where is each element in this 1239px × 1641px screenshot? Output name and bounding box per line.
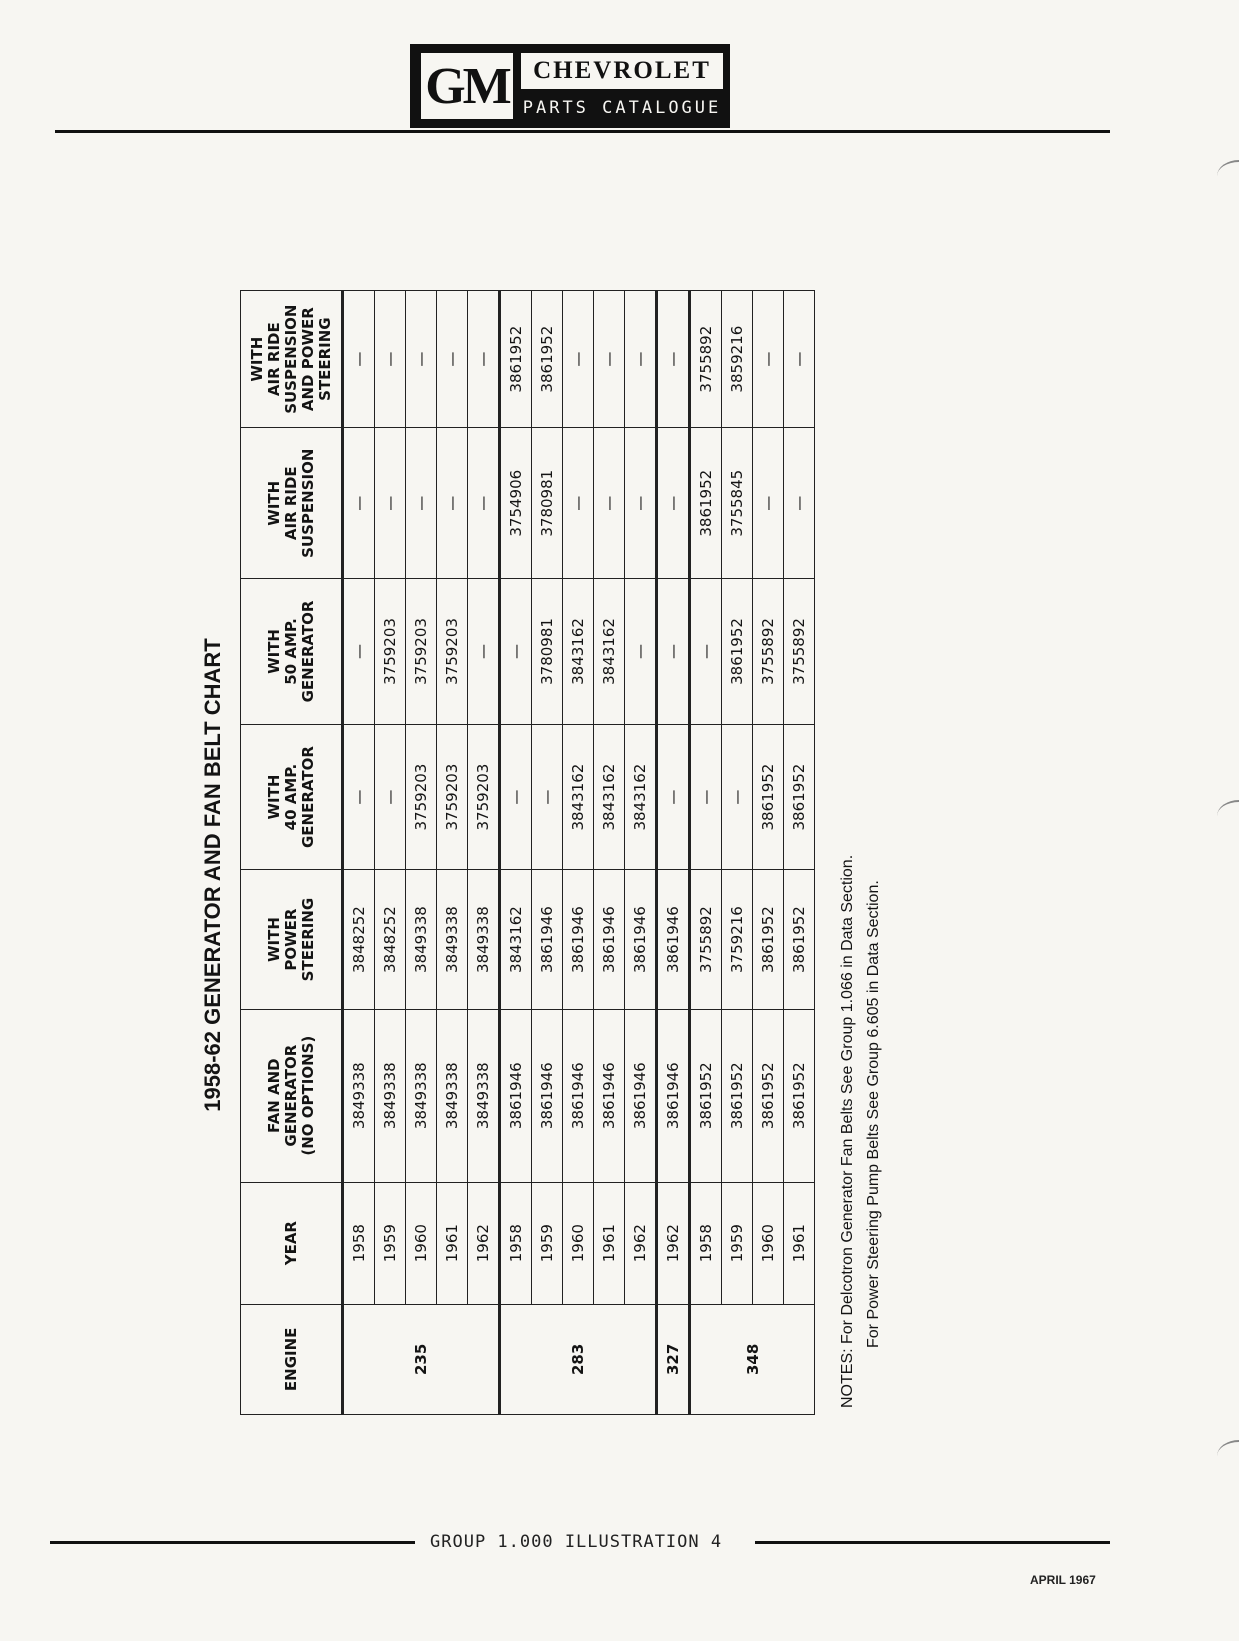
footer-rule-left bbox=[50, 1541, 415, 1544]
part-number-cell: 3861952 bbox=[690, 1009, 722, 1182]
part-number-cell: — bbox=[690, 724, 722, 870]
part-number-cell: 3843162 bbox=[563, 724, 594, 870]
part-number-cell: — bbox=[406, 428, 437, 579]
part-number-cell: — bbox=[468, 291, 500, 428]
notes-block bbox=[835, 855, 887, 1408]
part-number-cell: 3849338 bbox=[406, 1009, 437, 1182]
table-row bbox=[406, 291, 437, 1415]
part-number-cell: 3861952 bbox=[532, 291, 563, 428]
part-number-cell: — bbox=[625, 579, 657, 725]
brand-name: CHEVROLET bbox=[521, 53, 723, 89]
part-number-cell: 3848252 bbox=[375, 870, 406, 1009]
part-number-cell: 3861952 bbox=[753, 1009, 784, 1182]
catalogue-label: PARTS CATALOGUE bbox=[522, 98, 722, 118]
part-number-cell: 3759203 bbox=[375, 579, 406, 725]
part-number-cell: 3861952 bbox=[784, 724, 815, 870]
rotated-chart-area bbox=[200, 290, 920, 1460]
part-number-cell: 3755892 bbox=[753, 579, 784, 725]
footer-date: APRIL 1967 bbox=[1030, 1573, 1096, 1587]
year-cell: 1958 bbox=[690, 1182, 722, 1304]
part-number-cell: 3861952 bbox=[500, 291, 532, 428]
part-number-cell: 3861946 bbox=[625, 1009, 657, 1182]
table-header-row bbox=[241, 291, 343, 1415]
gm-chevrolet-logo bbox=[410, 44, 730, 128]
table-row bbox=[657, 291, 690, 1415]
part-number-cell: 3861952 bbox=[753, 870, 784, 1009]
part-number-cell: — bbox=[437, 428, 468, 579]
note-power-steering: For Power Steering Pump Belts See Group 6.605 in Data Section. bbox=[865, 880, 882, 1348]
part-number-cell: 3755845 bbox=[722, 428, 753, 579]
part-number-cell: — bbox=[784, 428, 815, 579]
part-number-cell: 3849338 bbox=[437, 870, 468, 1009]
gm-logo-mark: GM bbox=[421, 53, 513, 119]
column-header: WITH POWER STEERING bbox=[241, 870, 343, 1009]
part-number-cell: 3861952 bbox=[784, 870, 815, 1009]
year-cell: 1962 bbox=[468, 1182, 500, 1304]
part-number-cell: 3859216 bbox=[722, 291, 753, 428]
year-cell: 1962 bbox=[625, 1182, 657, 1304]
part-number-cell: — bbox=[500, 579, 532, 725]
year-cell: 1960 bbox=[753, 1182, 784, 1304]
part-number-cell: 3861946 bbox=[657, 1009, 690, 1182]
part-number-cell: 3849338 bbox=[437, 1009, 468, 1182]
part-number-cell: — bbox=[753, 428, 784, 579]
part-number-cell: — bbox=[594, 291, 625, 428]
part-number-cell: 3849338 bbox=[406, 870, 437, 1009]
part-number-cell: — bbox=[343, 291, 375, 428]
part-number-cell: 3861946 bbox=[563, 870, 594, 1009]
year-cell: 1961 bbox=[594, 1182, 625, 1304]
year-cell: 1958 bbox=[343, 1182, 375, 1304]
part-number-cell: — bbox=[406, 291, 437, 428]
table-row bbox=[690, 291, 722, 1415]
part-number-cell: 3759203 bbox=[406, 579, 437, 725]
column-header: YEAR bbox=[241, 1182, 343, 1304]
binder-hole-mark bbox=[1217, 1440, 1239, 1472]
part-number-cell: 3843162 bbox=[594, 579, 625, 725]
footer-group-label: GROUP 1.000 ILLUSTRATION 4 bbox=[430, 1532, 723, 1552]
column-header: WITH AIR RIDE SUSPENSION bbox=[241, 428, 343, 579]
engine-cell: 348 bbox=[690, 1304, 815, 1414]
year-cell: 1960 bbox=[563, 1182, 594, 1304]
part-number-cell: — bbox=[563, 428, 594, 579]
table-row bbox=[468, 291, 500, 1415]
belt-chart-table bbox=[240, 290, 815, 1415]
part-number-cell: 3755892 bbox=[784, 579, 815, 725]
year-cell: 1961 bbox=[784, 1182, 815, 1304]
part-number-cell: — bbox=[375, 291, 406, 428]
part-number-cell: 3780981 bbox=[532, 579, 563, 725]
part-number-cell: — bbox=[343, 724, 375, 870]
part-number-cell: — bbox=[594, 428, 625, 579]
column-header: FAN AND GENERATOR (NO OPTIONS) bbox=[241, 1009, 343, 1182]
year-cell: 1958 bbox=[500, 1182, 532, 1304]
part-number-cell: — bbox=[375, 724, 406, 870]
part-number-cell: — bbox=[343, 579, 375, 725]
part-number-cell: — bbox=[375, 428, 406, 579]
engine-cell: 283 bbox=[500, 1304, 657, 1414]
part-number-cell: 3849338 bbox=[343, 1009, 375, 1182]
table-row bbox=[532, 291, 563, 1415]
note-delcotron: NOTES: For Delcotron Generator Fan Belts See Group 1.066 in Data Section. bbox=[839, 854, 856, 1408]
year-cell: 1961 bbox=[437, 1182, 468, 1304]
part-number-cell: 3861946 bbox=[657, 870, 690, 1009]
part-number-cell: 3861946 bbox=[625, 870, 657, 1009]
binder-hole-mark bbox=[1217, 800, 1239, 832]
table-row bbox=[500, 291, 532, 1415]
part-number-cell: — bbox=[625, 428, 657, 579]
part-number-cell: 3861946 bbox=[594, 1009, 625, 1182]
part-number-cell: 3843162 bbox=[563, 579, 594, 725]
table-row bbox=[722, 291, 753, 1415]
table-row bbox=[437, 291, 468, 1415]
part-number-cell: 3759203 bbox=[437, 579, 468, 725]
part-number-cell: — bbox=[753, 291, 784, 428]
part-number-cell: — bbox=[468, 428, 500, 579]
engine-cell: 235 bbox=[343, 1304, 500, 1414]
part-number-cell: — bbox=[468, 579, 500, 725]
year-cell: 1959 bbox=[375, 1182, 406, 1304]
table-row bbox=[563, 291, 594, 1415]
table-row bbox=[753, 291, 784, 1415]
part-number-cell: 3861946 bbox=[532, 1009, 563, 1182]
part-number-cell: 3861946 bbox=[532, 870, 563, 1009]
part-number-cell: — bbox=[437, 291, 468, 428]
part-number-cell: — bbox=[625, 291, 657, 428]
part-number-cell: 3848252 bbox=[343, 870, 375, 1009]
table-row bbox=[594, 291, 625, 1415]
part-number-cell: 3861952 bbox=[753, 724, 784, 870]
year-cell: 1959 bbox=[532, 1182, 563, 1304]
table-row bbox=[343, 291, 375, 1415]
part-number-cell: — bbox=[690, 579, 722, 725]
part-number-cell: 3754906 bbox=[500, 428, 532, 579]
part-number-cell: 3861952 bbox=[784, 1009, 815, 1182]
column-header: WITH 40 AMP. GENERATOR bbox=[241, 724, 343, 870]
table-body bbox=[343, 291, 815, 1415]
part-number-cell: 3759203 bbox=[406, 724, 437, 870]
part-number-cell: — bbox=[784, 291, 815, 428]
chart-title: 1958-62 GENERATOR AND FAN BELT CHART bbox=[200, 638, 225, 1112]
engine-cell: 327 bbox=[657, 1304, 690, 1414]
part-number-cell: 3849338 bbox=[468, 870, 500, 1009]
part-number-cell: — bbox=[657, 579, 690, 725]
part-number-cell: 3843162 bbox=[625, 724, 657, 870]
part-number-cell: — bbox=[657, 428, 690, 579]
binder-hole-mark bbox=[1217, 160, 1239, 192]
year-cell: 1959 bbox=[722, 1182, 753, 1304]
part-number-cell: 3843162 bbox=[594, 724, 625, 870]
part-number-cell: — bbox=[722, 724, 753, 870]
year-cell: 1962 bbox=[657, 1182, 690, 1304]
part-number-cell: — bbox=[500, 724, 532, 870]
part-number-cell: 3861946 bbox=[563, 1009, 594, 1182]
part-number-cell: 3759216 bbox=[722, 870, 753, 1009]
part-number-cell: — bbox=[532, 724, 563, 870]
part-number-cell: — bbox=[563, 291, 594, 428]
column-header: WITH AIR RIDE SUSPENSION AND POWER STEERING bbox=[241, 291, 343, 428]
part-number-cell: 3780981 bbox=[532, 428, 563, 579]
part-number-cell: 3849338 bbox=[375, 1009, 406, 1182]
table-row bbox=[784, 291, 815, 1415]
part-number-cell: 3759203 bbox=[468, 724, 500, 870]
part-number-cell: 3861946 bbox=[594, 870, 625, 1009]
part-number-cell: 3755892 bbox=[690, 870, 722, 1009]
part-number-cell: 3861952 bbox=[722, 1009, 753, 1182]
year-cell: 1960 bbox=[406, 1182, 437, 1304]
part-number-cell: 3861946 bbox=[500, 1009, 532, 1182]
column-header: ENGINE bbox=[241, 1304, 343, 1414]
part-number-cell: — bbox=[657, 724, 690, 870]
part-number-cell: 3861952 bbox=[690, 428, 722, 579]
column-header: WITH 50 AMP. GENERATOR bbox=[241, 579, 343, 725]
part-number-cell: 3755892 bbox=[690, 291, 722, 428]
table-row bbox=[375, 291, 406, 1415]
part-number-cell: — bbox=[343, 428, 375, 579]
part-number-cell: 3759203 bbox=[437, 724, 468, 870]
part-number-cell: 3843162 bbox=[500, 870, 532, 1009]
table-row bbox=[625, 291, 657, 1415]
footer-rule-right bbox=[755, 1541, 1110, 1544]
part-number-cell: 3861952 bbox=[722, 579, 753, 725]
header-rule bbox=[55, 130, 1110, 133]
part-number-cell: 3849338 bbox=[468, 1009, 500, 1182]
part-number-cell: — bbox=[657, 291, 690, 428]
